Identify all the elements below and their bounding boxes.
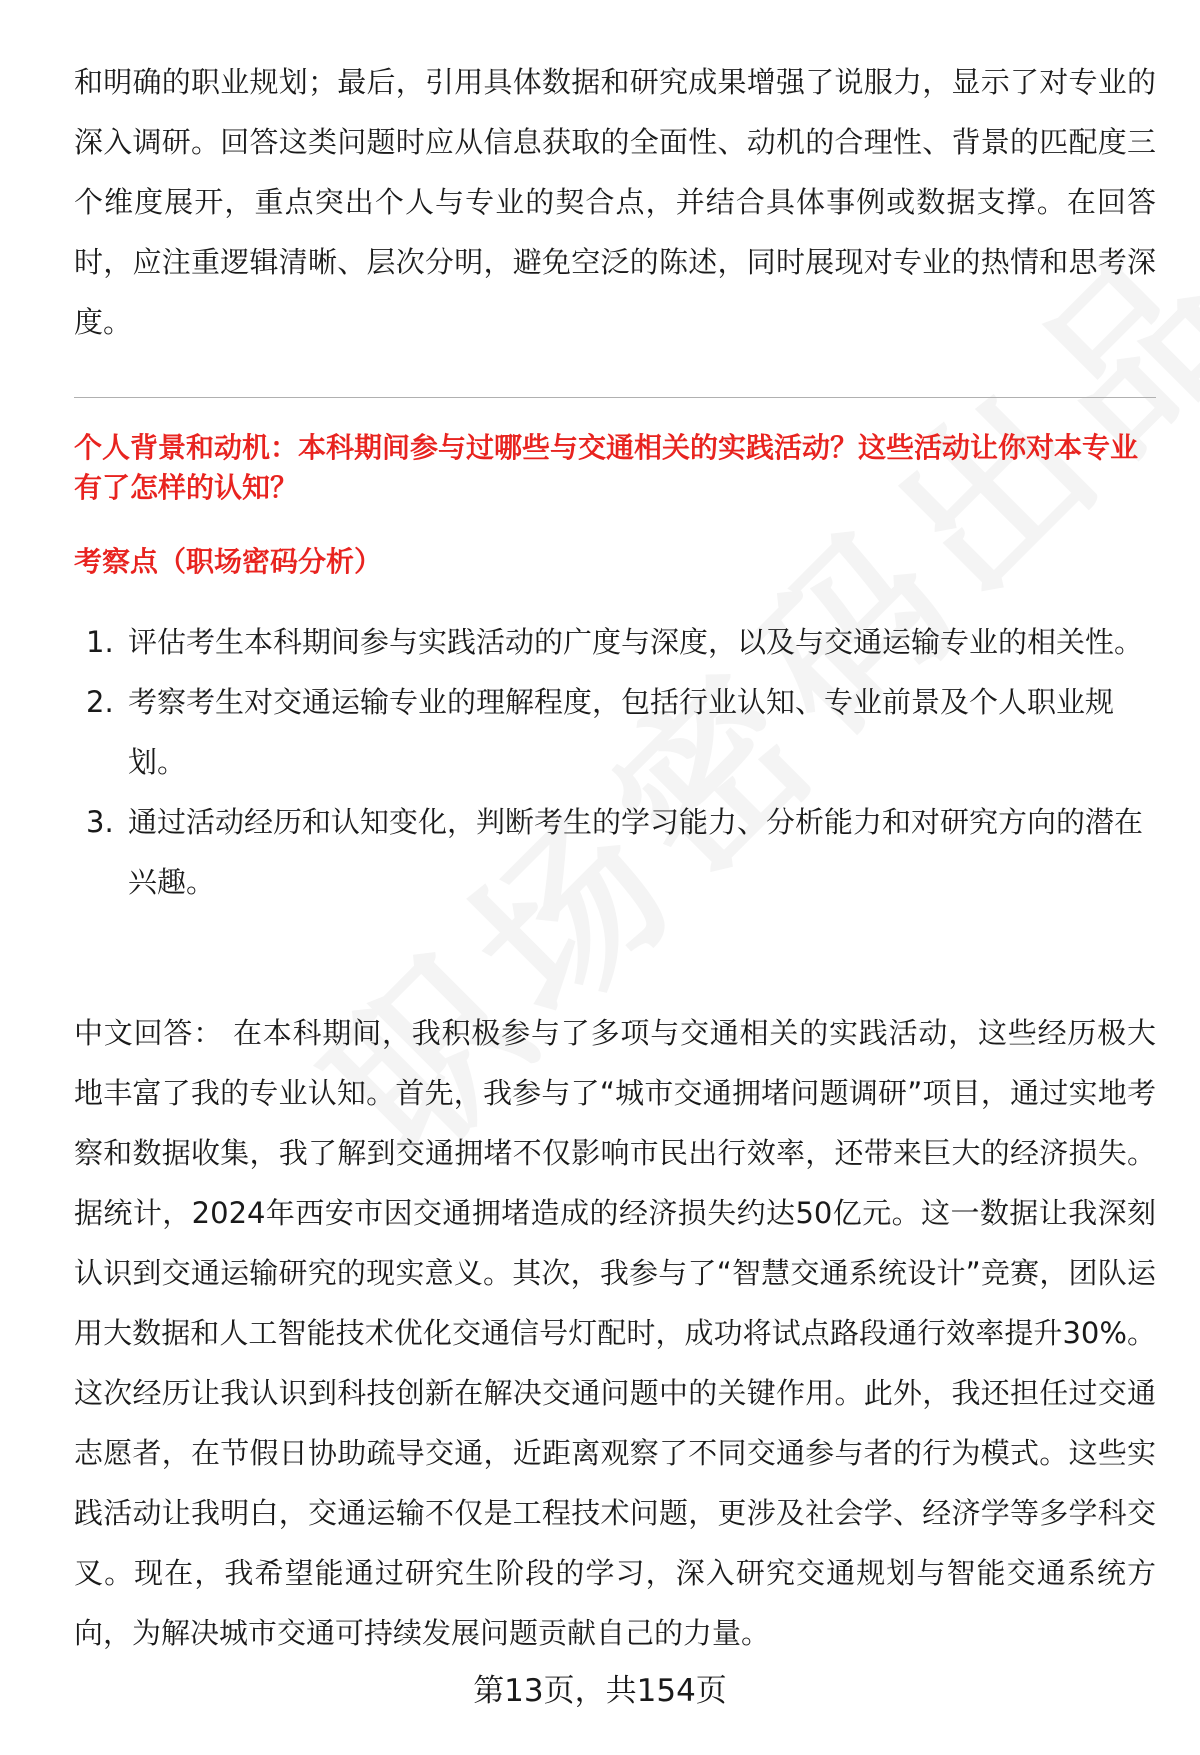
point-number: 1. [86,625,114,659]
assessment-title: 考察点（职场密码分析） [74,545,383,578]
point-text: 考察考生对交通运输专业的理解程度，包括行业认知、专业前景及个人职业规划。 [128,685,1115,779]
point-text: 通过活动经历和认知变化，判断考生的学习能力、分析能力和对研究方向的潜在兴趣。 [128,805,1144,899]
assessment-point-list [74,612,1156,912]
assessment-point [74,612,1156,672]
assessment-point [74,672,1156,792]
intro-paragraph: 和明确的职业规划；最后，引用具体数据和研究成果增强了说服力，显示了对专业的深入调研。回答这类问题时应从信息获取的全面性、动机的合理性、背景的匹配度三个维度展开，重点突出个人与专业的契合点，并结合具体事例或数据支撑。在回答时，应注重逻辑清晰、层次分明，避免空泛的陈述，同时展现对专业的热情和思考深度。 [74,65,1156,339]
point-number: 2. [86,685,114,719]
point-number: 3. [86,805,114,839]
answer-paragraph: 中文回答： 在本科期间，我积极参与了多项与交通相关的实践活动，这些经历极大地丰富了我的专业认知。首先，我参与了“城市交通拥堵问题调研”项目，通过实地考察和数据收集，我了解到交通拥堵不仅影响市民出行效率，还带来巨大的经济损失。据统计，2024年西安市因交通拥堵造成的经济损失约达50亿元。这一数据让我深刻认识到交通运输研究的现实意义。其次，我参与了“智慧交通系统设计”竞赛，团队运用大数据和人工智能技术优化交通信号灯配时，成功将试点路段通行效率提升30%。这次经历让我认识到科技创新在解决交通问题中的关键作用。此外，我还担任过交通志愿者，在节假日协助疏导交通，近距离观察了不同交通参与者的行为模式。这些实践活动让我明白，交通运输不仅是工程技术问题，更涉及社会学、经济学等多学科交叉。现在，我希望能通过研究生阶段的学习，深入研究交通规划与智能交通系统方向，为解决城市交通可持续发展问题贡献自己的力量。 [74,1016,1156,1650]
point-text: 评估考生本科期间参与实践活动的广度与深度，以及与交通运输专业的相关性。 [128,625,1144,659]
page-number-footer: 第13页，共154页 [473,1673,727,1709]
assessment-point [74,792,1156,912]
section-divider [74,397,1156,398]
question-heading: 个人背景和动机：本科期间参与过哪些与交通相关的实践活动？这些活动让你对本专业有了怎样的认知？ [74,431,1139,504]
